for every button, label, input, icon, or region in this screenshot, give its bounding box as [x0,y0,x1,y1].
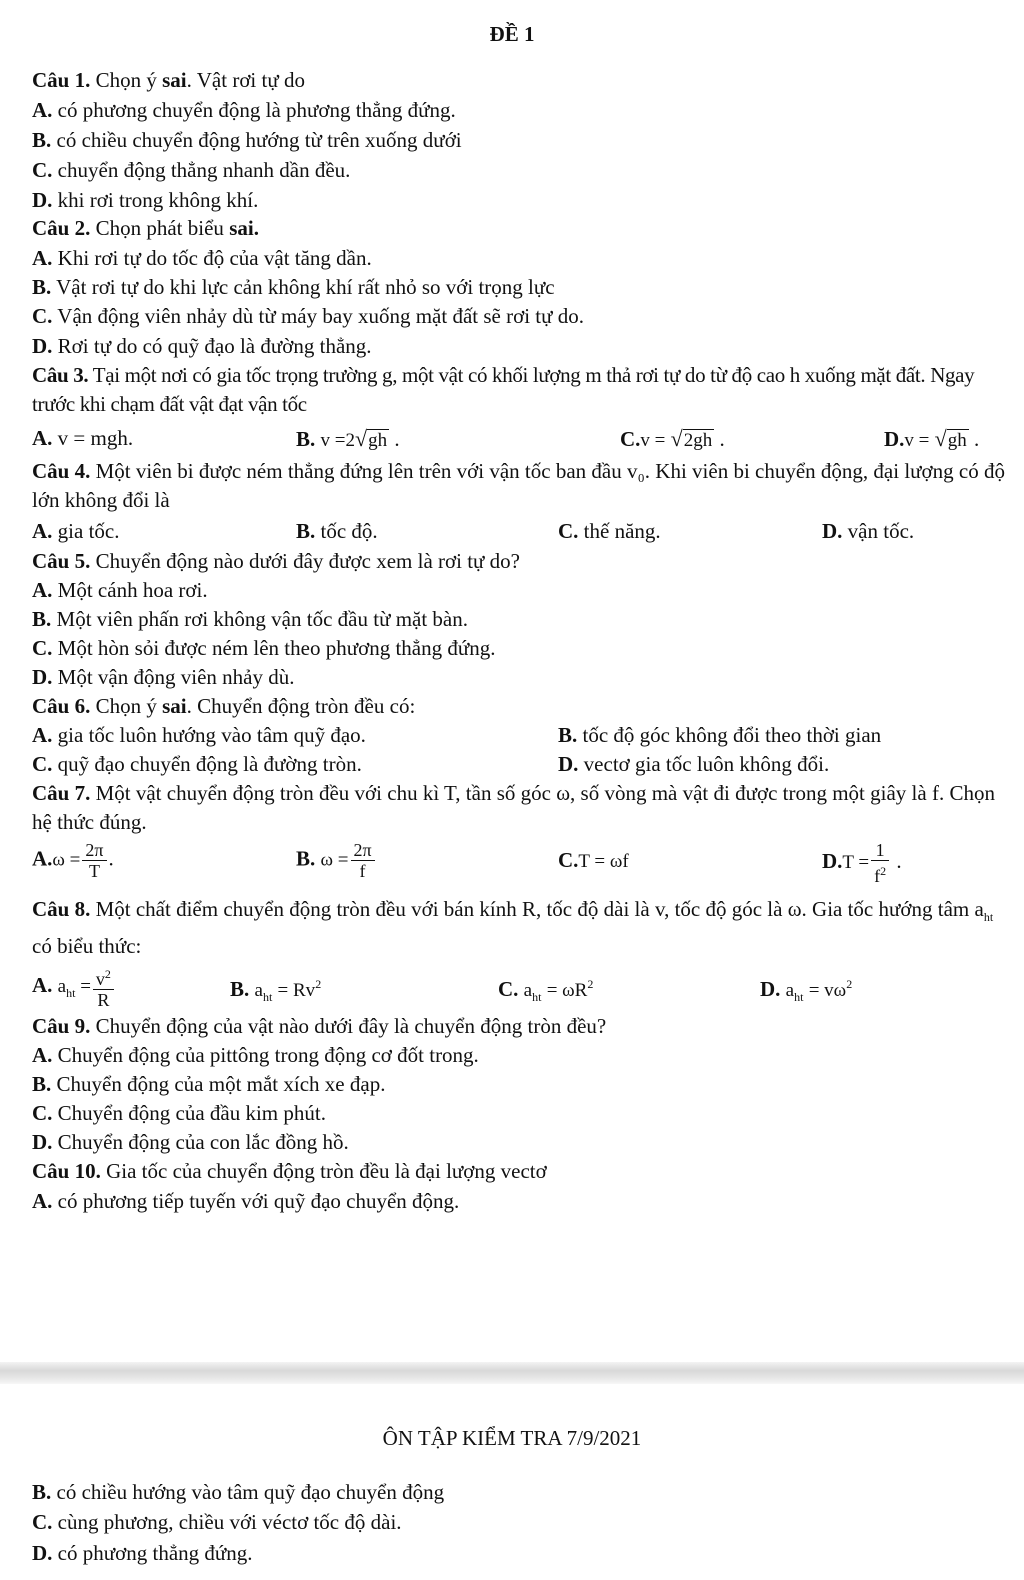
question-label: Câu 2. [32,216,91,240]
question-text: Chuyển động của vật nào dưới đây là chuyển động tròn đều? [95,1014,607,1038]
question-3 [32,361,1007,419]
question-label: Câu 10. [32,1159,101,1183]
q10-option-b: B. có chiều hướng vào tâm quỹ đạo chuyển động [32,1480,445,1504]
q10-option-d: D. có phương thẳng đứng. [32,1541,253,1565]
q7-option-a: A.ω = $\frac{2\pi}{T}$ . [32,840,114,881]
question-text: Chọn ý [95,694,157,718]
q9-option-a: A. Chuyển động của pittông trong động cơ đốt trong. [32,1043,479,1067]
q5-option-a: A. Một cánh hoa rơi. [32,578,208,602]
question-text-end: . [253,216,259,240]
q10-option-a: A. có phương tiếp tuyến với quỹ đạo chuyển động. [32,1189,460,1213]
q9-option-c: C. Chuyển động của đầu kim phút. [32,1101,326,1125]
question-label: Câu 5. [32,549,91,573]
q2-option-c: C. Vận động viên nhảy dù từ máy bay xuống mặt đất sẽ rơi tự do. [32,304,584,328]
q6-option-b: B. tốc độ góc không đổi theo thời gian [558,723,882,747]
question-label: Câu 8. [32,897,91,921]
question-text: Một chất điểm chuyển động tròn đều với bán kính R, tốc độ dài là v, tốc độ góc là ω. Gia tốc hướng tâm a [95,897,984,921]
question-text-end: . Chuyển động tròn đều có: [186,694,416,718]
q7-option-b: B. ω = $\frac{2\pi}{f}$ [296,840,377,881]
q8-option-d: D. $a_{ht} = v\omega^2$ [760,977,853,1005]
question-label: Câu 1. [32,68,91,92]
q4-option-a: A. gia tốc. [32,519,120,543]
q1-option-a: A. có phương chuyển động là phương thẳng đứng. [32,98,456,122]
question-label: Câu 9. [32,1014,91,1038]
q4-option-c: C. thế năng. [558,519,661,543]
q9-option-b: B. Chuyển động của một mắt xích xe đạp. [32,1072,386,1096]
question-label: Câu 7. [32,781,91,805]
q8-option-b: B. $a_{ht} = Rv^2$ [230,977,322,1005]
q3-option-d: D.v = √gh . [884,426,980,451]
q2-option-b: B. Vật rơi tự do khi lực cản không khí rất nhỏ so với trọng lực [32,275,555,299]
q1-option-d: D. khi rơi trong không khí. [32,188,259,212]
q2-option-d: D. Rơi tự do có quỹ đạo là đường thẳng. [32,334,372,358]
question-text: Một vật chuyển động tròn đều với chu kì T, tần số góc ω, số vòng mà vật đi được trong một giây là f. Chọn hệ thức đúng. [32,781,995,834]
q6-option-c: C. quỹ đạo chuyển động là đường tròn. [32,752,362,776]
q4-option-b: B. tốc độ. [296,519,378,543]
question-keyword: sai [229,216,254,240]
page-divider [0,1362,1024,1384]
question-text: Chuyển động nào dưới đây được xem là rơi tự do? [95,549,520,573]
q2-option-a: A. Khi rơi tự do tốc độ của vật tăng dần. [32,246,372,270]
question-9 [32,1012,1007,1041]
q1-option-b: B. có chiều chuyển động hướng từ trên xuống dưới [32,128,462,152]
question-text: Chọn phát biểu [95,216,224,240]
q4-option-d: D. vận tốc. [822,519,915,543]
question-text: Gia tốc của chuyển động tròn đều là đại lượng vectơ [106,1159,547,1183]
q10-option-c: C. cùng phương, chiều với véctơ tốc độ dài. [32,1510,402,1534]
q9-option-d: D. Chuyển động của con lắc đồng hồ. [32,1130,349,1154]
q7-option-c: C.T = ωf [558,848,629,872]
q8-option-a: A. $a_{ht}$ = $\frac{v^2}{R}$ [32,964,116,1010]
q3-option-c: C.v = √2gh . [620,426,725,451]
q6-option-d: D. vectơ gia tốc luôn không đổi. [558,752,830,776]
page-title: ĐỀ 1 [489,22,535,46]
q5-option-d: D. Một vận động viên nhảy dù. [32,665,295,689]
question-4 [32,457,1007,515]
question-label: Câu 6. [32,694,91,718]
question-5 [32,547,1007,576]
question-label: Câu 3. [32,363,89,387]
question-keyword: sai [162,68,187,92]
question-10 [32,1157,1007,1186]
q3-option-b: B. v =2√gh . [296,426,400,451]
section-title: ÔN TẬP KIỂM TRA 7/9/2021 [382,1426,642,1450]
question-1 [32,66,1007,95]
q5-option-b: B. Một viên phấn rơi không vận tốc đầu từ mặt bàn. [32,607,469,631]
q6-option-a: A. gia tốc luôn hướng vào tâm quỹ đạo. [32,723,366,747]
question-2 [32,214,1007,243]
question-7 [32,779,1007,837]
question-text: Tại một nơi có gia tốc trọng trường g, một vật có khối lượng m thả rơi tự do từ độ cao h xuống mặt đất. Ngay trước khi chạm đất vật đạt vận tốc [32,363,975,416]
q5-option-c: C. Một hòn sỏi được ném lên theo phương thẳng đứng. [32,636,496,660]
q1-option-c: C. chuyển động thẳng nhanh dần đều. [32,158,351,182]
question-8: Câu 8. Một chất điểm chuyển động tròn đều với bán kính R, tốc độ dài là v, tốc độ góc là ω. Gia tốc hướng tâm $a_{ht}$ có biểu thức: [32,897,994,959]
question-text: Một viên bi được ném thẳng đứng lên trên với vận tốc ban đầu v₀. Khi viên bi chuyển động, đại lượng có độ lớn không đổi là [32,459,1005,512]
q3-option-a: A. v = mgh. [32,426,134,450]
question-text: Chọn ý [95,68,157,92]
question-text-end: . Vật rơi tự do [186,68,305,92]
q8-option-c: C. $a_{ht} = \omega R^2$ [498,977,594,1005]
question-6 [32,692,1007,721]
q7-option-d: D.T = $\frac{1}{f^2}$ . [822,840,902,886]
question-label: Câu 4. [32,459,91,483]
question-keyword: sai [162,694,187,718]
